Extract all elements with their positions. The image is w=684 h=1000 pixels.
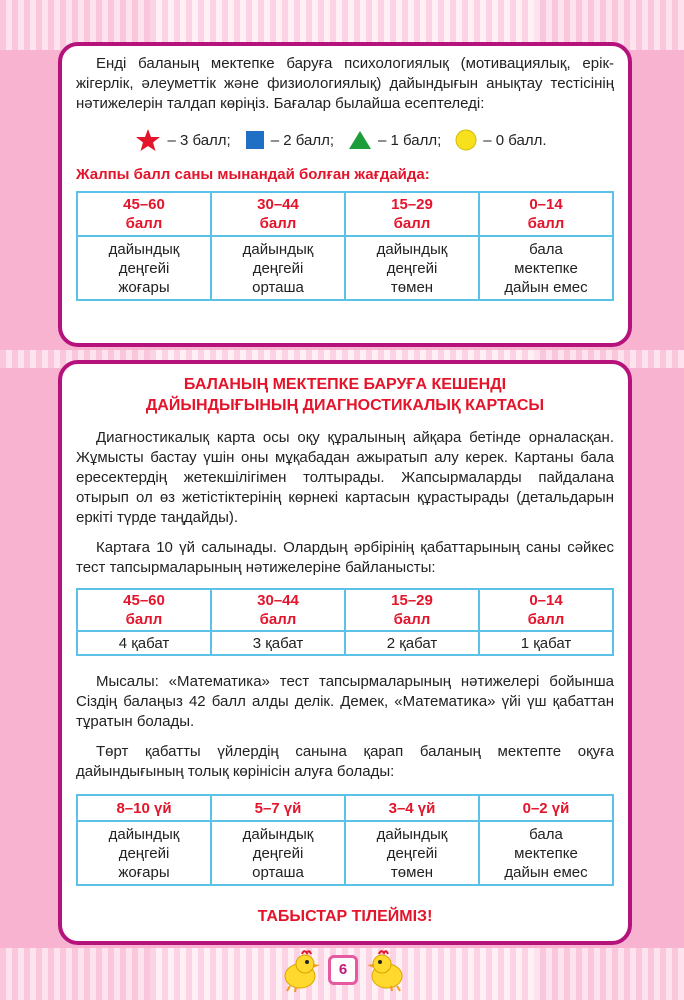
houses-table [76,794,614,886]
intro-panel [58,42,632,347]
table-cell: бала мектепке дайын емес [479,236,613,300]
section-para-2: Картаға 10 үй салынады. Олардың әрбірінің қабаттарының саны сәйкес тест тапсырмаларының нәтижелеріне байланысты: [76,539,614,576]
table-header-cell: 30–44 балл [211,589,345,631]
score-legend [76,128,614,152]
score-circle [455,129,546,151]
table-row [77,795,613,821]
table-header-cell: 0–14 балл [479,192,613,236]
table-row [77,821,613,885]
score-triangle-label: – 1 балл; [378,131,442,149]
table-cell: 4 қабат [77,631,211,655]
table-cell: дайындық деңгейі жоғары [77,821,211,885]
table-cell: дайындық деңгейі төмен [345,821,479,885]
table-header-cell: 0–14 балл [479,589,613,631]
circle-icon [455,129,477,151]
table-header-cell: 45–60 балл [77,192,211,236]
score-circle-label: – 0 балл. [483,131,547,149]
table-cell: бала мектепке дайын емес [479,821,613,885]
table-cell: дайындық деңгейі орташа [211,236,345,300]
score-square [245,130,334,150]
page-number: 6 [328,955,358,985]
table-cell: 1 қабат [479,631,613,655]
table-row [77,192,613,236]
table-cell: дайындық деңгейі жоғары [77,236,211,300]
intro-table [76,191,614,301]
star-icon [135,128,161,152]
score-triangle [348,130,441,150]
floors-table [76,588,614,656]
table-header-cell: 45–60 балл [77,589,211,631]
section-para-4: Төрт қабатты үйлердің санына қарап баланың мектепте оқуға дайындығының толық көрінісін алуға болады: [76,743,614,780]
section-title: БАЛАНЫҢ МЕКТЕПКЕ БАРУҒА КЕШЕНДІ ДАЙЫНДЫҒЫНЫҢ ДИАГНОСТИКАЛЫҚ КАРТАСЫ [145,376,545,414]
table-cell: дайындық деңгейі төмен [345,236,479,300]
score-square-label: – 2 балл; [270,131,334,149]
chick-icon [278,948,322,992]
table-cell: дайындық деңгейі орташа [211,821,345,885]
table-row [77,236,613,300]
table-cell: 2 қабат [345,631,479,655]
table-row [77,589,613,631]
table-header-cell: 30–44 балл [211,192,345,236]
diagnostic-panel [58,360,632,945]
table-header-cell: 15–29 балл [345,589,479,631]
section-para-1: Диагностикалық карта осы оқу құралының айқара бетінде орналасқан. Жұмысты бастау үшін оны мұқабадан ажыратып алу керек. Картаны бала ересектердің жетекшілігімен толтырады. Жапсырмаларды пайдалана отырып ол өз жетістіктерінің көрнекі картасын құрастырады (детальдарын еркіті түрде таңдайды). [76,429,614,526]
table-header-cell: 8–10 үй [77,795,211,821]
chick-icon [365,948,409,992]
intro-text: Енді баланың мектепке баруға психологиялық (мотивациялық, ерік-жігерлік, әлеуметтік және физиологиялық) дайындығын анықтау тестісінің нәтижелерін талдап көріңіз. Бағалар былайша есептеледі: [76,55,614,112]
table-cell: 3 қабат [211,631,345,655]
table-header-cell: 15–29 балл [345,192,479,236]
section-para-3: Мысалы: «Математика» тест тапсырмаларының нәтижелері бойынша Сіздің балаңыз 42 балл алды делік. Демек, «Математика» үйі үш қабаттан тұратын болады. [76,673,614,730]
table-header-cell: 3–4 үй [345,795,479,821]
table-row [77,631,613,655]
triangle-icon [348,130,372,150]
score-star-label: – 3 балл; [167,131,231,149]
square-icon [245,130,265,150]
score-star [135,128,230,152]
table-header-cell: 0–2 үй [479,795,613,821]
table-header-cell: 5–7 үй [211,795,345,821]
closing-text: ТАБЫСТАР ТІЛЕЙМІЗ! [257,908,433,925]
intro-subheading: Жалпы балл саны мынандай болған жағдайда: [76,166,430,183]
